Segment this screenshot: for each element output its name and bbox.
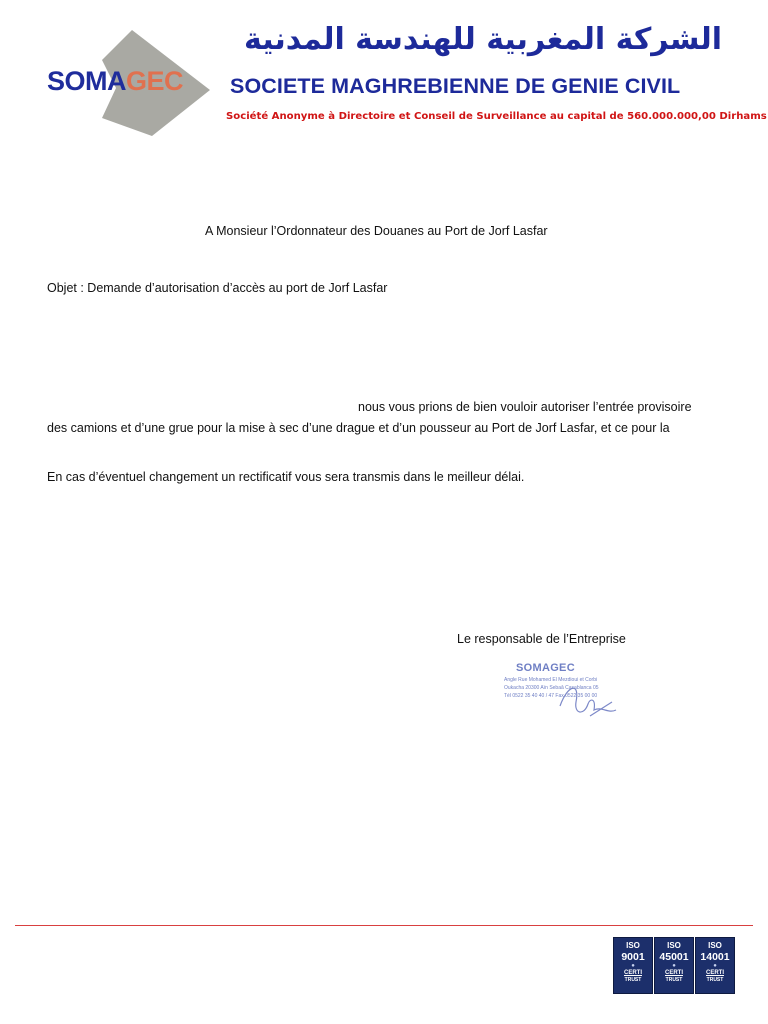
letter-closing-paragraph: En cas d’éventuel changement un rectificatif vous sera transmis dans le meilleur délai. — [47, 470, 525, 484]
cert-brand: CERTI — [624, 970, 642, 976]
cert-number: 9001 — [621, 951, 645, 963]
cert-brand-suffix: TRUST — [665, 977, 683, 983]
letter-subject: Objet : Demande d’autorisation d’accès au port de Jorf Lasfar — [47, 281, 388, 295]
iso-45001-badge — [654, 937, 694, 994]
cert-number: 45001 — [659, 951, 689, 963]
logo-wordmark-part1: SOMA — [47, 66, 126, 96]
stamp-phone-line: Tél 0522 35 40 40 / 47 Fax 0522 35 00 00 — [504, 693, 598, 699]
cert-standard: ISO — [626, 941, 640, 950]
signature-title: Le responsable de l’Entreprise — [457, 632, 626, 646]
letter-paragraph-line: nous vous prions de bien vouloir autoriser l’entrée provisoire — [358, 400, 692, 414]
cert-brand: CERTI — [706, 970, 724, 976]
letter-paragraph-line: des camions et d’une grue pour la mise à sec d’une drague et d’un pousseur au Port de Jorf Lasfar, et ce pour la — [47, 421, 670, 435]
cert-brand-suffix: TRUST — [624, 977, 642, 983]
cert-brand-suffix: TRUST — [706, 977, 724, 983]
stamp-address-line: Oukacha 20300 Aïn Sebaâ Casablanca 05 — [504, 685, 599, 691]
stamp-company-name: SOMAGEC — [516, 662, 575, 674]
cert-number: 14001 — [700, 951, 730, 963]
company-legal-subtitle: Société Anonyme à Directoire et Conseil de Surveillance au capital de 560.000.000,00 Dirhams — [226, 111, 767, 122]
logo-wordmark-part2: GEC — [126, 66, 184, 96]
company-logo — [44, 26, 214, 138]
cert-seal-icon: ● — [713, 963, 717, 969]
cert-standard: ISO — [708, 941, 722, 950]
iso-9001-badge — [613, 937, 653, 994]
company-name: SOCIETE MAGHREBIENNE DE GENIE CIVIL — [230, 74, 681, 98]
cert-seal-icon: ● — [672, 963, 676, 969]
stamp-address-line: Angle Rue Mohamed El Mezdioui et Corbi — [504, 677, 598, 683]
letter-addressee: A Monsieur l’Ordonnateur des Douanes au Port de Jorf Lasfar — [205, 224, 548, 238]
iso-14001-badge — [695, 937, 735, 994]
logo-wordmark — [47, 66, 183, 97]
cert-brand: CERTI — [665, 970, 683, 976]
footer-divider — [15, 925, 753, 926]
company-name-arabic: الشركة المغربية للهندسة المدنية — [244, 22, 722, 57]
cert-seal-icon: ● — [631, 963, 635, 969]
company-stamp — [500, 660, 620, 722]
signature-scribble-icon — [550, 676, 620, 722]
cert-standard: ISO — [667, 941, 681, 950]
